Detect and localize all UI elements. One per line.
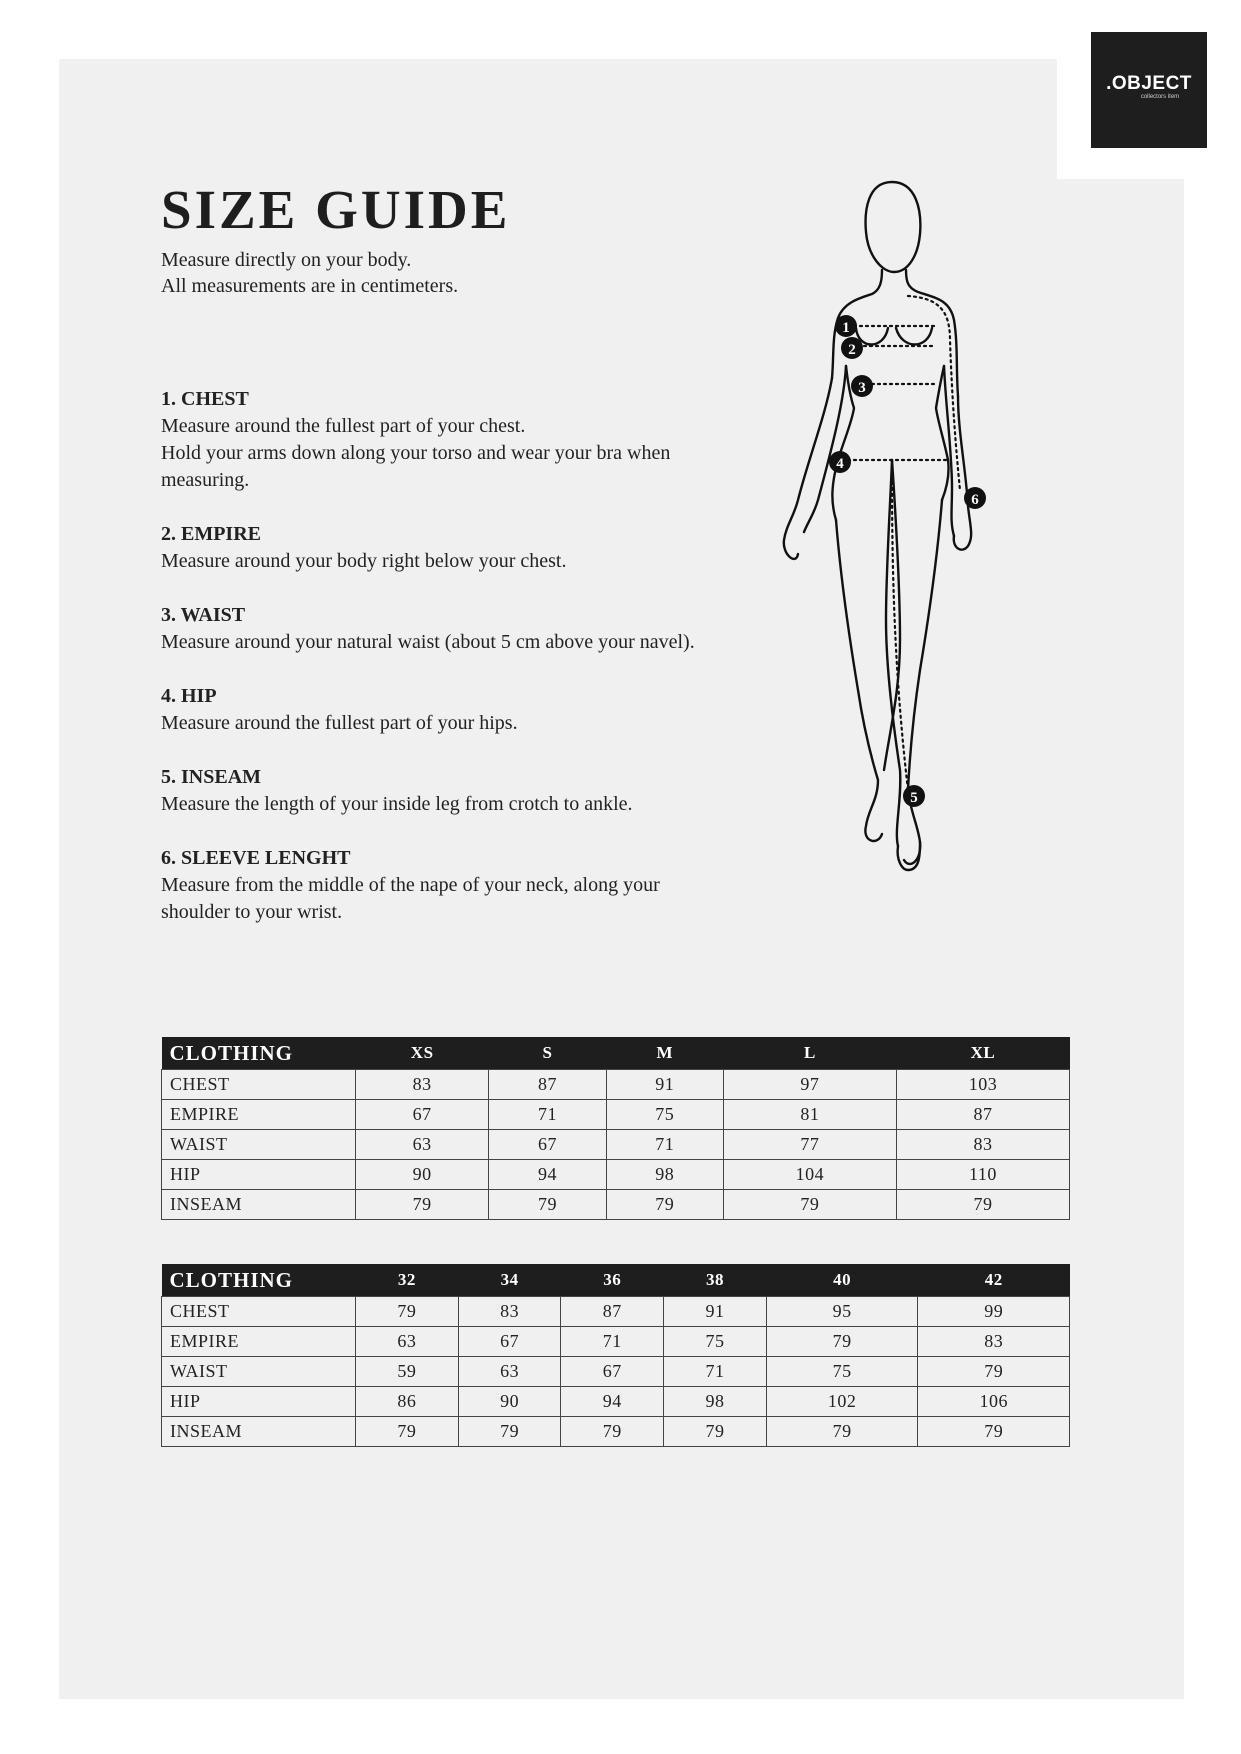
table-cell: 71 (561, 1327, 664, 1357)
size-table-numeric (161, 1264, 1070, 1447)
table-cell: 67 (561, 1357, 664, 1387)
table-cell: 87 (561, 1297, 664, 1327)
intro-line: Measure directly on your body. (161, 249, 412, 271)
measure-chest (161, 386, 721, 494)
measure-line: Measure from the middle of the nape of your neck, along your shoulder to your wrist. (161, 874, 660, 923)
row-label: EMPIRE (162, 1327, 356, 1357)
measure-title: 4. HIP (161, 685, 217, 707)
row-label: WAIST (162, 1130, 356, 1160)
measure-line: Measure around the fullest part of your chest. (161, 415, 526, 437)
table-cell: 99 (918, 1297, 1070, 1327)
column-header: 32 (356, 1264, 459, 1297)
table-cell: 75 (766, 1357, 918, 1387)
table-cell: 83 (356, 1070, 489, 1100)
body-figure-illustration (760, 170, 1010, 970)
measure-title: 1. CHEST (161, 388, 249, 410)
table-cell: 102 (766, 1387, 918, 1417)
table-cell: 71 (489, 1100, 606, 1130)
table-cell: 106 (918, 1387, 1070, 1417)
marker-label: 5 (910, 790, 918, 806)
table-cell: 63 (356, 1130, 489, 1160)
table-cell: 110 (896, 1160, 1069, 1190)
row-label: INSEAM (162, 1190, 356, 1220)
table-cell: 79 (356, 1297, 459, 1327)
measure-line: Measure the length of your inside leg from crotch to ankle. (161, 793, 633, 815)
table-row (162, 1297, 1070, 1327)
marker-label: 6 (971, 492, 979, 508)
page-title: SIZE GUIDE (161, 179, 511, 240)
table-cell: 94 (489, 1160, 606, 1190)
table-cell: 87 (489, 1070, 606, 1100)
table-cell: 79 (356, 1417, 459, 1447)
table-cell: 83 (458, 1297, 561, 1327)
measure-line: Hold your arms down along your torso and wear your bra when measuring. (161, 442, 671, 491)
table-cell: 95 (766, 1297, 918, 1327)
table-header-row (162, 1264, 1070, 1297)
measure-title: 3. WAIST (161, 604, 246, 626)
measure-waist (161, 602, 721, 656)
table-cell: 79 (766, 1327, 918, 1357)
table-cell: 104 (723, 1160, 896, 1190)
table-cell: 79 (356, 1190, 489, 1220)
table-row (162, 1357, 1070, 1387)
measure-sleeve (161, 845, 721, 926)
table-row (162, 1417, 1070, 1447)
table-cell: 79 (723, 1190, 896, 1220)
table-header-row (162, 1037, 1070, 1070)
table-cell: 63 (458, 1357, 561, 1387)
table-cell: 59 (356, 1357, 459, 1387)
table-cell: 87 (896, 1100, 1069, 1130)
measure-title: 5. INSEAM (161, 766, 262, 788)
table-cell: 71 (606, 1130, 723, 1160)
table-cell: 91 (606, 1070, 723, 1100)
table-cell: 71 (664, 1357, 767, 1387)
column-header: XL (896, 1037, 1069, 1070)
measure-inseam (161, 764, 721, 818)
table-row (162, 1100, 1070, 1130)
row-label: HIP (162, 1160, 356, 1190)
table-row (162, 1070, 1070, 1100)
table-cell: 83 (896, 1130, 1069, 1160)
column-header: 40 (766, 1264, 918, 1297)
measure-markers (829, 315, 986, 807)
measure-hip (161, 683, 721, 737)
measure-title: 6. SLEEVE LENGHT (161, 847, 351, 869)
column-header: L (723, 1037, 896, 1070)
measure-line: Measure around your body right below your chest. (161, 550, 567, 572)
column-header: 42 (918, 1264, 1070, 1297)
table-row (162, 1130, 1070, 1160)
table-cell: 79 (664, 1417, 767, 1447)
table-cell: 67 (356, 1100, 489, 1130)
figure-outline (784, 182, 971, 870)
table-cell: 97 (723, 1070, 896, 1100)
table-cell: 77 (723, 1130, 896, 1160)
measure-line: Measure around your natural waist (about 5 cm above your navel). (161, 631, 695, 653)
table-row (162, 1190, 1070, 1220)
table-cell: 79 (561, 1417, 664, 1447)
column-header: CLOTHING (162, 1037, 356, 1070)
table-cell: 79 (896, 1190, 1069, 1220)
table-cell: 98 (664, 1387, 767, 1417)
table-cell: 98 (606, 1160, 723, 1190)
measure-empire (161, 521, 721, 575)
table-cell: 75 (606, 1100, 723, 1130)
intro-line: All measurements are in centimeters. (161, 275, 459, 297)
table-cell: 67 (458, 1327, 561, 1357)
marker-label: 4 (836, 456, 844, 472)
marker-label: 3 (858, 380, 866, 396)
table-cell: 79 (918, 1417, 1070, 1447)
column-header: 36 (561, 1264, 664, 1297)
table-cell: 86 (356, 1387, 459, 1417)
row-label: CHEST (162, 1070, 356, 1100)
row-label: WAIST (162, 1357, 356, 1387)
table-cell: 75 (664, 1327, 767, 1357)
table-cell: 91 (664, 1297, 767, 1327)
column-header: 34 (458, 1264, 561, 1297)
table-cell: 79 (489, 1190, 606, 1220)
brand-name: .OBJECT (1106, 73, 1192, 94)
table-cell: 79 (606, 1190, 723, 1220)
table-cell: 90 (356, 1160, 489, 1190)
row-label: INSEAM (162, 1417, 356, 1447)
table-cell: 90 (458, 1387, 561, 1417)
table-cell: 83 (918, 1327, 1070, 1357)
table-cell: 81 (723, 1100, 896, 1130)
measurement-instructions (161, 386, 721, 953)
marker-label: 1 (842, 320, 850, 336)
intro-text (161, 247, 458, 299)
row-label: EMPIRE (162, 1100, 356, 1130)
brand-logo (1091, 32, 1207, 148)
table-cell: 79 (918, 1357, 1070, 1387)
column-header: 38 (664, 1264, 767, 1297)
measure-title: 2. EMPIRE (161, 523, 261, 545)
table-cell: 63 (356, 1327, 459, 1357)
brand-tagline: collectors item (1140, 94, 1180, 100)
table-cell: 67 (489, 1130, 606, 1160)
size-table-letter (161, 1037, 1070, 1220)
column-header: M (606, 1037, 723, 1070)
table-cell: 103 (896, 1070, 1069, 1100)
column-header: S (489, 1037, 606, 1070)
table-cell: 79 (458, 1417, 561, 1447)
table-row (162, 1327, 1070, 1357)
column-header: CLOTHING (162, 1264, 356, 1297)
table-row (162, 1160, 1070, 1190)
row-label: HIP (162, 1387, 356, 1417)
table-cell: 79 (766, 1417, 918, 1447)
column-header: XS (356, 1037, 489, 1070)
table-row (162, 1387, 1070, 1417)
marker-label: 2 (848, 342, 856, 358)
table-cell: 94 (561, 1387, 664, 1417)
measure-line: Measure around the fullest part of your hips. (161, 712, 518, 734)
row-label: CHEST (162, 1297, 356, 1327)
